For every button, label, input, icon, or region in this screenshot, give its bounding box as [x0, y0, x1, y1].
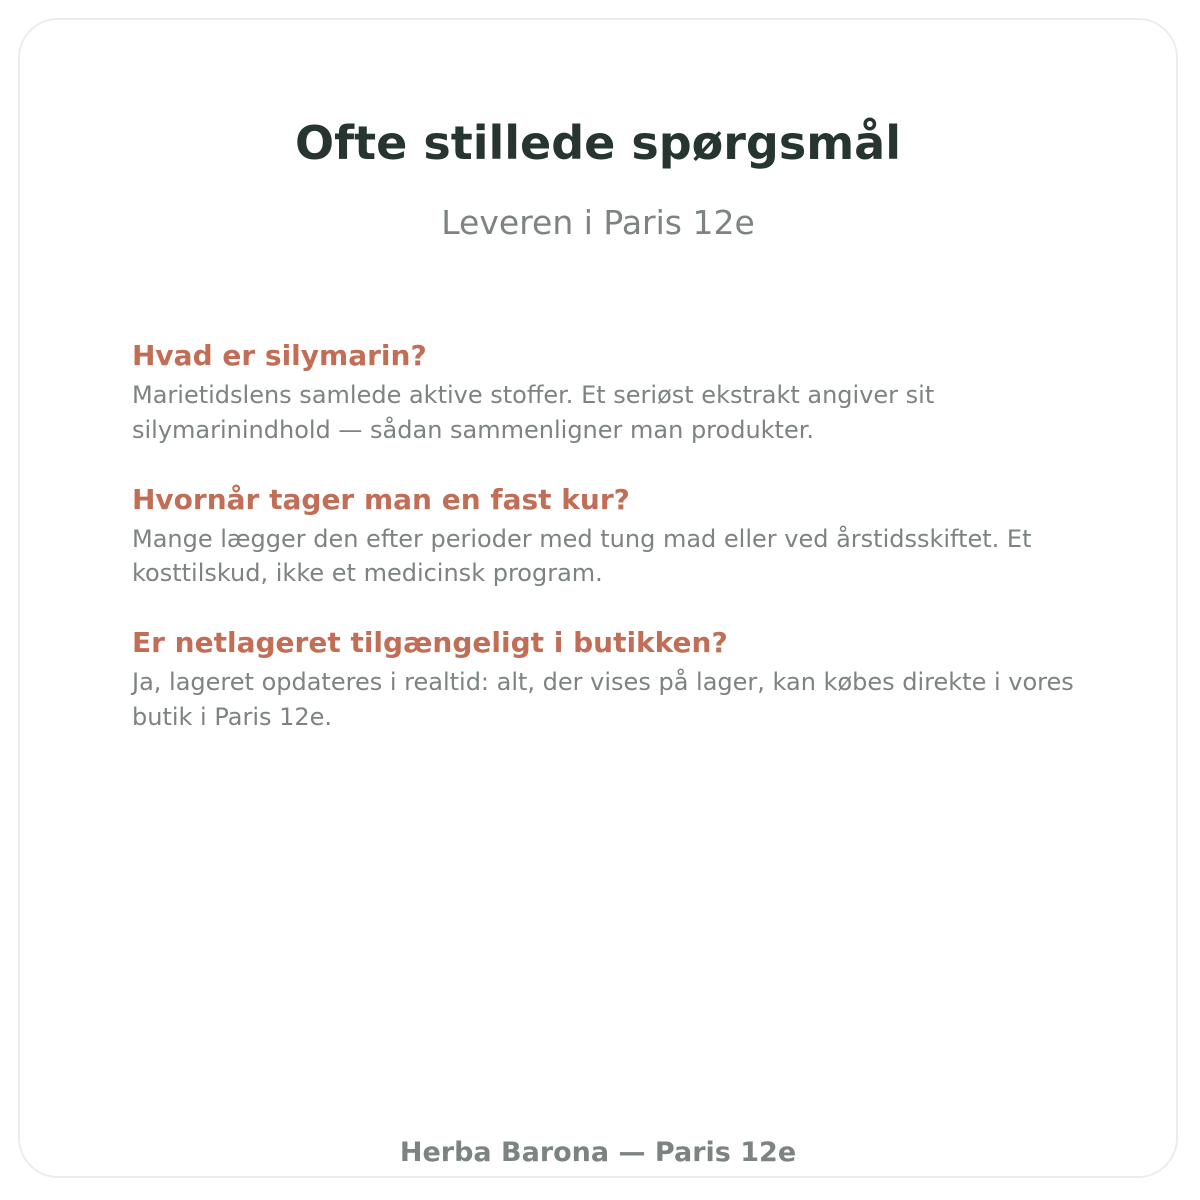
page-subtitle: Leveren i Paris 12e	[441, 203, 755, 242]
page-title: Ofte stillede spørgsmål	[295, 116, 901, 170]
faq-list	[132, 338, 1092, 769]
faq-question: Hvornår tager man en fast kur?	[132, 482, 630, 516]
faq-answer: Ja, lageret opdateres i realtid: alt, der vises på lager, kan købes direkte i vores butik i Paris 12e.	[132, 668, 1074, 731]
faq-card	[18, 18, 1178, 1178]
faq-item	[132, 482, 1092, 592]
faq-item	[132, 625, 1092, 735]
faq-question: Er netlageret tilgængeligt i butikken?	[132, 626, 728, 660]
faq-question: Hvad er silymarin?	[132, 339, 427, 372]
footer-brand: Herba Barona — Paris 12e	[399, 1137, 797, 1168]
faq-answer: Mange lægger den efter perioder med tung mad eller ved årstidsskiftet. Et kosttilskud, ikke et medicinsk program.	[132, 524, 1032, 588]
faq-answer: Marietidslens samlede aktive stoffer. Et seriøst ekstrakt angiver sit silymarinindhold — sådan sammenligner man produkter.	[132, 381, 935, 444]
faq-item	[132, 338, 1092, 448]
